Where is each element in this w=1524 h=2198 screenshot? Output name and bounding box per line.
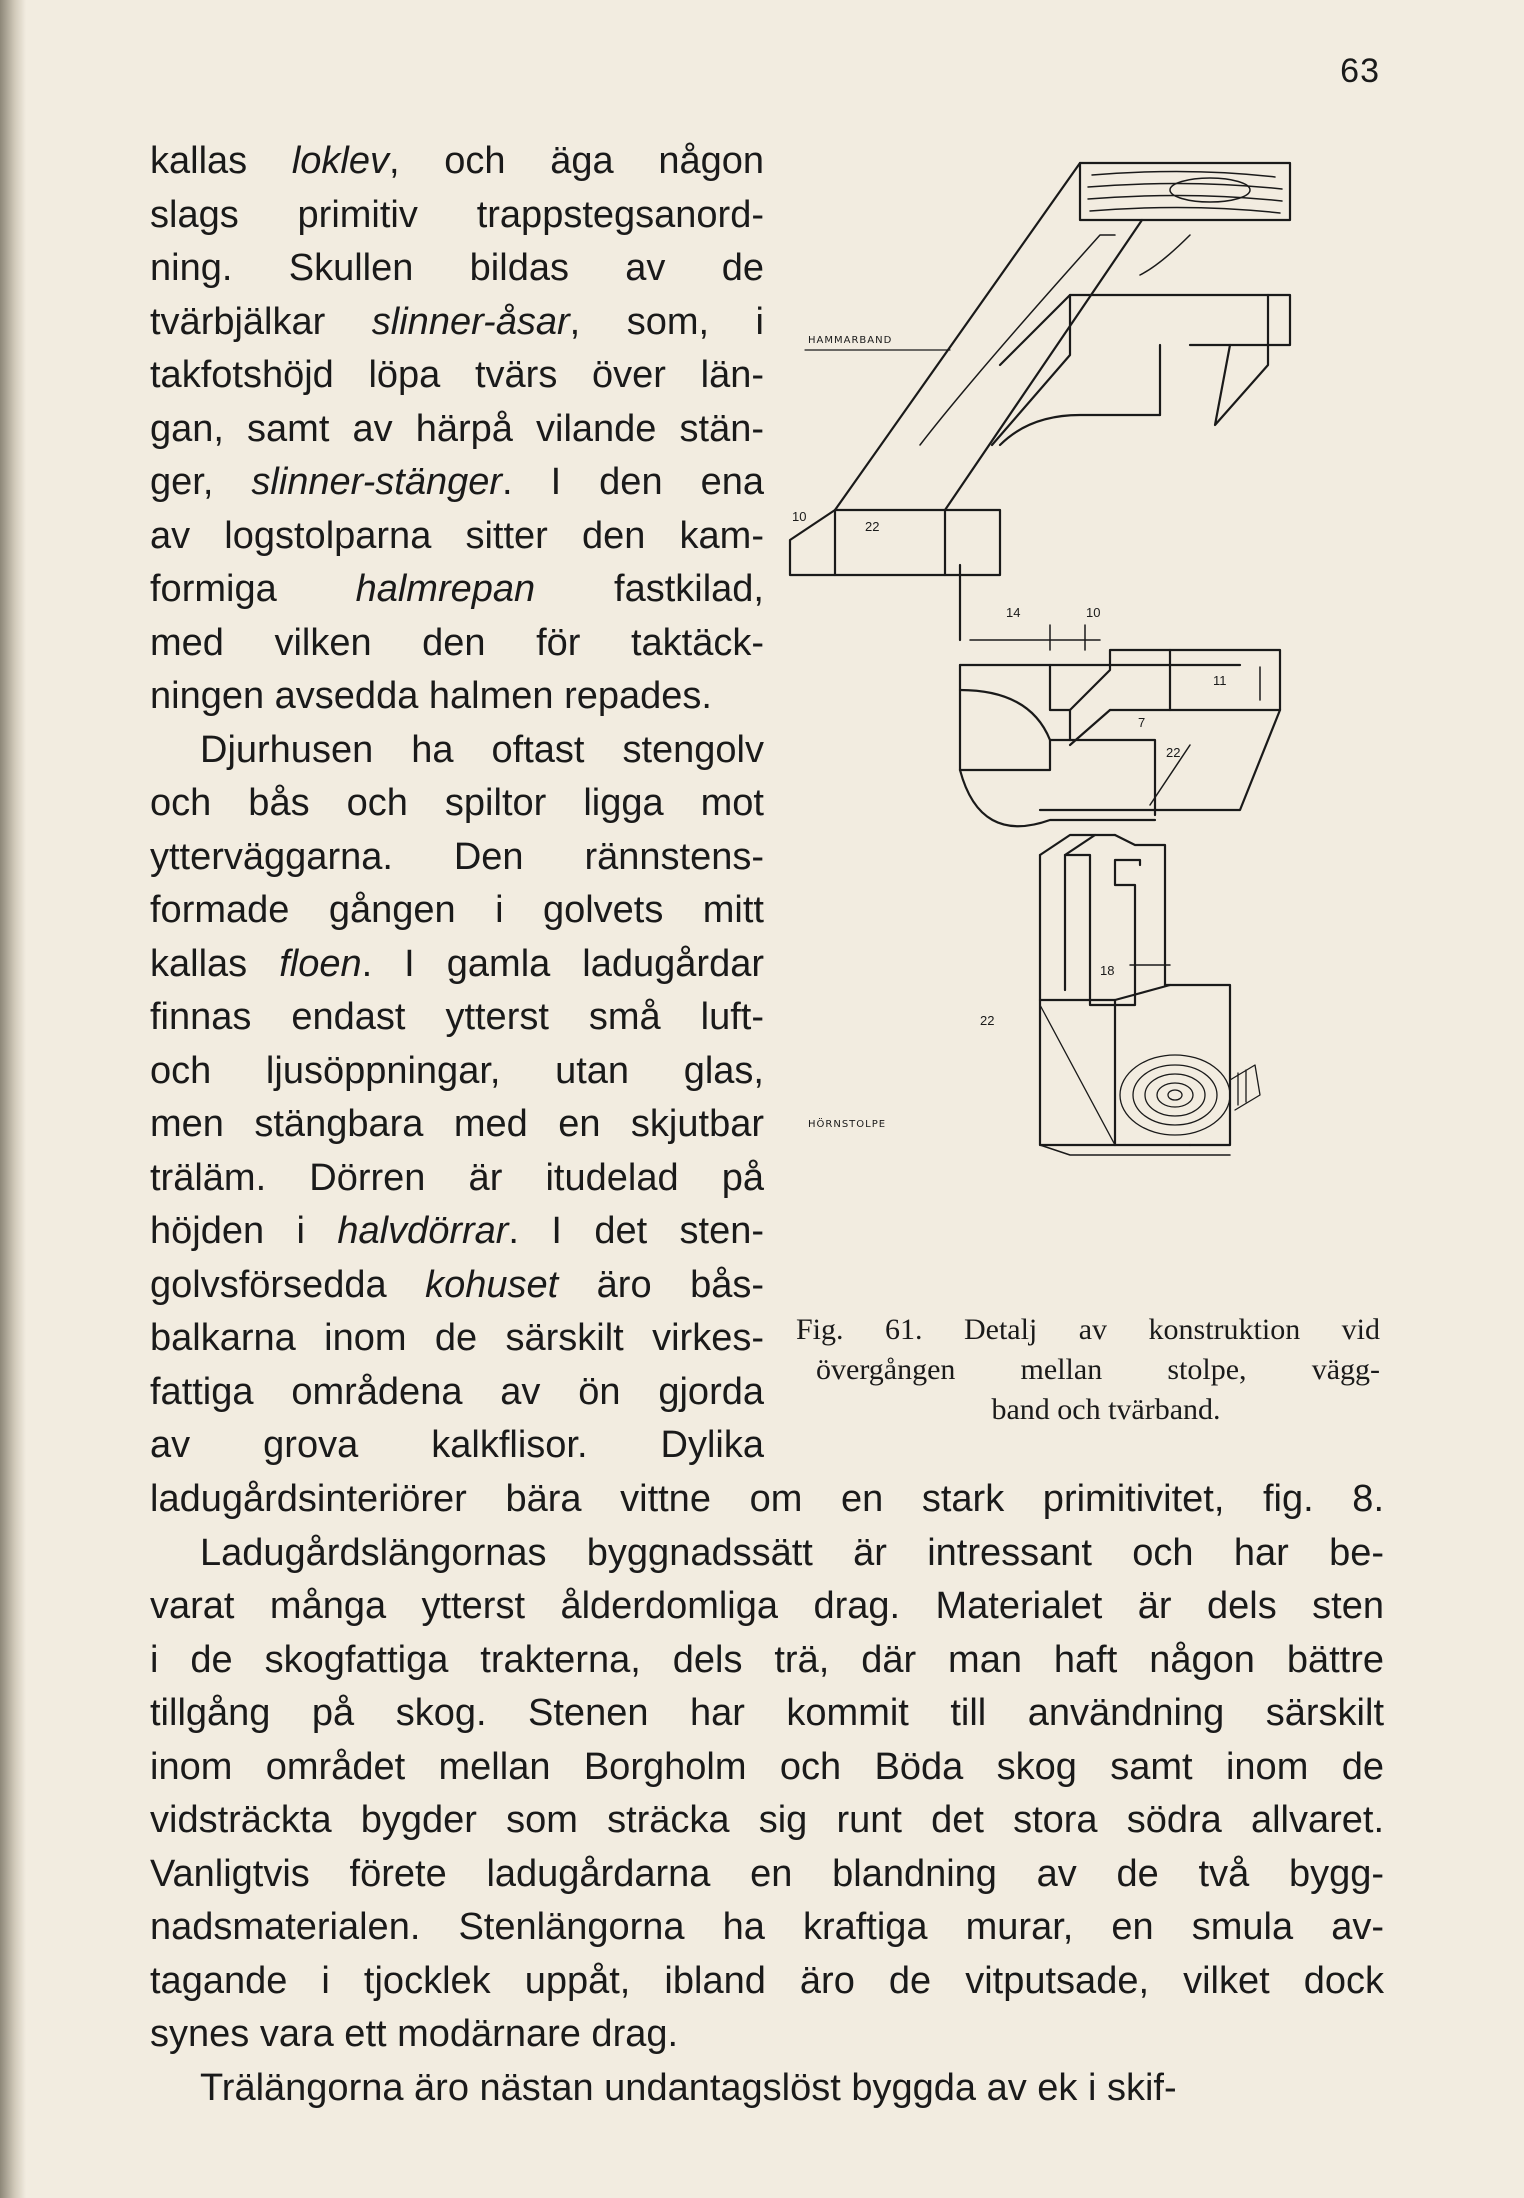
full-text-line: ladugårdsinteriörer bära vittne om en stark primitivitet, fig. 8.: [150, 1478, 1384, 1520]
column-text-line: [150, 510, 764, 564]
column-text-line: [150, 135, 764, 189]
text-run: takfotshöjd löpa tvärs över län-: [150, 354, 764, 396]
text-run: golvsförsedda: [150, 1263, 426, 1306]
upper-beam-drawing: [790, 163, 1290, 575]
text-run: med vilken den för taktäck-: [150, 621, 764, 664]
text-run: formiga: [150, 568, 356, 610]
page-number: 63: [1340, 52, 1380, 90]
full-text-line: i de skogfattiga trakterna, dels trä, där man haft någon bättre: [150, 1638, 1384, 1681]
text-run: men stängbara med en skjutbar: [150, 1103, 764, 1145]
full-text-line: Ladugårdslängornas byggnadssätt är intressant och har be-: [200, 1531, 1384, 1574]
text-run: gan, samt av härpå vilande stän-: [150, 407, 764, 450]
figure-caption: [796, 1310, 1380, 1430]
column-text-line: [150, 1366, 764, 1420]
text-run: Djurhusen ha oftast stengolv: [200, 728, 764, 771]
italic-term: slinner-stänger: [251, 461, 503, 503]
dim-7: 7: [1138, 715, 1146, 730]
column-text-line: [150, 456, 764, 510]
column-text-line: [150, 1259, 764, 1313]
dim-10: 10: [792, 509, 807, 524]
caption-line-2: övergången mellan stolpe, vägg-: [816, 1353, 1380, 1386]
column-text-line: [150, 1205, 764, 1259]
label-hornstolpe: HÖRNSTOLPE: [808, 1119, 887, 1130]
text-run: , och äga någon: [389, 140, 764, 182]
full-text-line: Trälängorna äro nästan undantagslöst byggda av ek i skif-: [200, 2066, 1177, 2109]
text-run: tvärbjälkar: [150, 300, 372, 343]
column-text-line: [150, 884, 764, 938]
text-run: . I det sten-: [508, 1210, 765, 1252]
column-text-line: [150, 296, 764, 350]
text-run: ningen avsedda halmen repades.: [150, 675, 712, 717]
full-text-line: inom området mellan Borgholm och Böda skog samt inom de: [150, 1745, 1384, 1788]
dim-11: 11: [1213, 673, 1227, 688]
text-run: och ljusöppningar, utan glas,: [150, 1049, 764, 1092]
column-text-line: [150, 189, 764, 243]
caption-line-1: Fig. 61. Detalj av konstruktion vid: [796, 1313, 1380, 1346]
column-text-line: [150, 938, 764, 992]
italic-term: halvdörrar: [337, 1210, 509, 1252]
text-run: . I gamla ladugårdar: [361, 942, 764, 985]
italic-term: halmrepan: [355, 568, 536, 610]
column-text-line: [150, 831, 764, 885]
text-run: , som, i: [569, 300, 764, 343]
column-text-line: [150, 777, 764, 831]
text-run: höjden i: [150, 1210, 338, 1252]
dim-10b: 10: [1086, 605, 1101, 620]
corner-post-drawing: [1040, 835, 1260, 1155]
page-spine-shadow: [0, 0, 26, 2198]
text-run: av grova kalkflisor. Dylika: [150, 1424, 764, 1466]
text-run: kallas: [150, 942, 280, 985]
full-text-line: Vanligtvis förete ladugårdarna en blandning av de två bygg-: [150, 1852, 1384, 1895]
figure-61-drawing: [770, 145, 1390, 1305]
column-text-line: [150, 242, 764, 296]
dim-22b: 22: [1166, 745, 1181, 760]
column-text-line: [150, 1312, 764, 1366]
column-text-line: [150, 563, 764, 617]
column-text-line: [150, 670, 764, 724]
text-run: fattiga områdena av ön gjorda: [150, 1370, 764, 1413]
column-text-line: [150, 991, 764, 1045]
dim-22: 22: [865, 519, 880, 534]
italic-term: floen: [279, 942, 362, 985]
label-hammarband: HAMMARBAND: [808, 335, 893, 346]
text-run: slags primitiv trappstegsanord-: [150, 193, 764, 236]
full-text-line: nadsmaterialen. Stenlängorna ha kraftiga murar, en smula av-: [150, 1906, 1384, 1948]
column-text-line: [150, 1045, 764, 1099]
text-run: formade gången i golvets mitt: [150, 889, 764, 931]
column-text-line: [150, 1152, 764, 1206]
column-text-line: [150, 1098, 764, 1152]
dim-14: 14: [1006, 605, 1021, 620]
full-text-line: tagande i tjocklek uppåt, ibland äro de vitputsade, vilket dock: [150, 1959, 1384, 2002]
dim-18: 18: [1100, 963, 1115, 978]
dim-22c: 22: [980, 1013, 995, 1028]
column-text-line: [150, 1419, 764, 1473]
text-run: ger,: [150, 461, 252, 503]
full-text-line: synes vara ett modärnare drag.: [150, 2013, 679, 2055]
caption-line-3: band och tvärband.: [991, 1393, 1221, 1426]
text-run: äro bås-: [558, 1263, 764, 1306]
full-text-line: vidsträckta bygder som sträcka sig runt det stora södra allvaret.: [150, 1799, 1384, 1841]
text-run: fastkilad,: [535, 568, 764, 610]
full-text-line: varat många ytterst ålderdomliga drag. Materialet är dels sten: [150, 1585, 1384, 1627]
text-run: ning. Skullen bildas av de: [150, 247, 764, 289]
text-run: . I den ena: [502, 461, 764, 503]
text-run: och bås och spiltor ligga mot: [150, 782, 764, 824]
column-text-line: [150, 349, 764, 403]
log-end-grain: [1120, 1055, 1260, 1135]
text-run: finnas endast ytterst små luft-: [150, 996, 764, 1038]
italic-term: kohuset: [425, 1263, 559, 1306]
full-text-line: tillgång på skog. Stenen har kommit till användning särskilt: [150, 1692, 1384, 1734]
text-column: [150, 135, 764, 1473]
column-text-line: [150, 403, 764, 457]
italic-term: loklev: [291, 140, 390, 182]
text-run: kallas: [150, 140, 292, 182]
text-run: balkarna inom de särskilt virkes-: [150, 1317, 764, 1359]
text-run: ytterväggarna. Den rännstens-: [150, 835, 764, 878]
column-text-line: [150, 724, 764, 778]
italic-term: slinner-åsar: [371, 300, 570, 343]
full-width-text: [150, 1473, 1384, 2115]
column-text-line: [150, 617, 764, 671]
text-run: av logstolparna sitter den kam-: [150, 514, 764, 557]
text-run: träläm. Dörren är itudelad på: [150, 1156, 764, 1199]
